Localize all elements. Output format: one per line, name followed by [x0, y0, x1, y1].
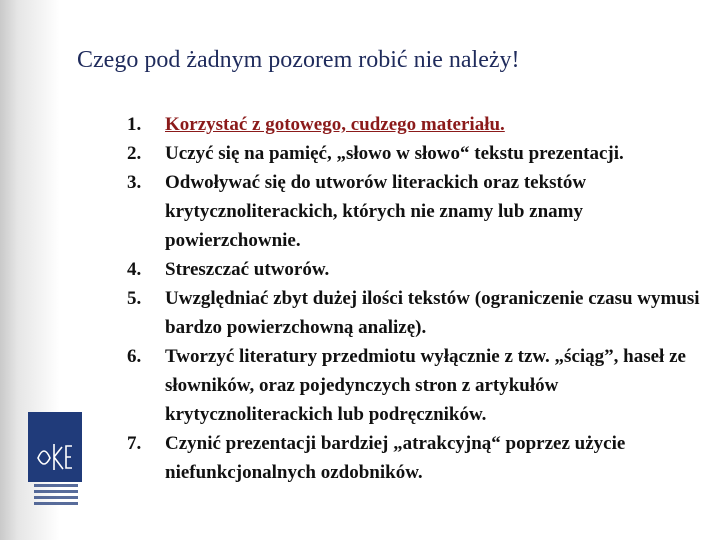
list-item	[120, 429, 710, 487]
list-item	[120, 284, 710, 342]
item-text: Uwzględniać zbyt dużej ilości tekstów (ograniczenie czasu wymusi bardzo powierzchowną analizę).	[165, 288, 700, 338]
list-item	[120, 139, 710, 168]
logo-caption	[34, 484, 78, 508]
logo-mark	[28, 412, 82, 482]
item-number: 3.	[127, 172, 142, 193]
item-text: Czynić prezentacji bardziej „atrakcyjną“ poprzez użycie niefunkcjonalnych ozdobników.	[165, 433, 626, 483]
item-text: Odwoływać się do utworów literackich oraz tekstów krytycznoliterackich, których nie znamy lub znamy powierzchownie.	[165, 172, 587, 251]
list-item	[120, 110, 710, 139]
item-text: Streszczać utworów.	[165, 259, 330, 280]
item-number: 6.	[127, 346, 142, 367]
list-item	[120, 342, 710, 429]
item-text: Tworzyć literatury przedmiotu wyłącznie z tzw. „ściąg”, haseł ze słowników, oraz pojedynczych stron z artykułów krytycznoliterackich lub podręczników.	[165, 346, 686, 425]
item-text: Uczyć się na pamięć, „słowo w słowo“ tekstu prezentacji.	[165, 143, 624, 164]
item-text: Korzystać z gotowego, cudzego materiału.	[165, 114, 505, 135]
item-number: 2.	[127, 143, 142, 164]
item-number: 4.	[127, 259, 142, 280]
slide-title: Czego pod żadnym pozorem robić nie należy!	[77, 47, 520, 73]
item-number: 1.	[127, 114, 142, 135]
oke-logo-icon	[28, 412, 82, 512]
item-number: 7.	[127, 433, 142, 454]
item-number: 5.	[127, 288, 142, 309]
rules-list	[120, 110, 710, 487]
list-item	[120, 168, 710, 255]
list-item	[120, 255, 710, 284]
